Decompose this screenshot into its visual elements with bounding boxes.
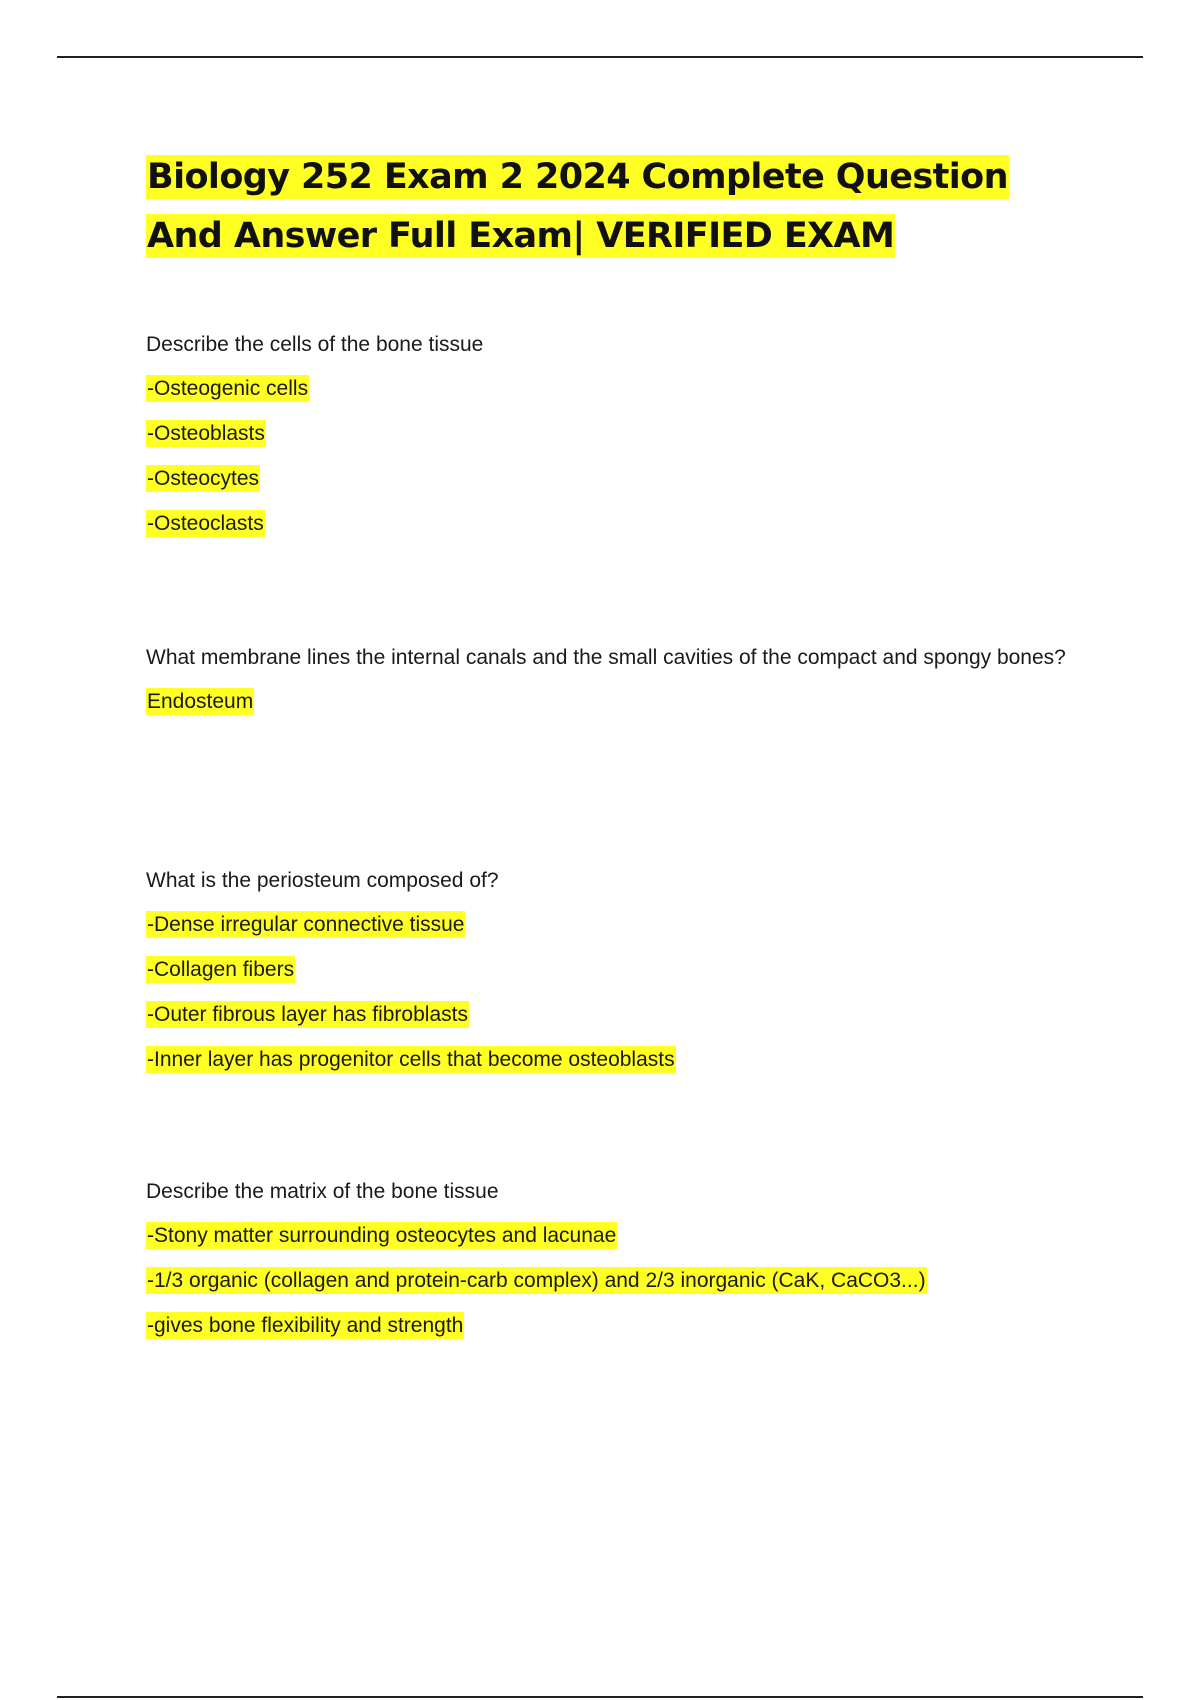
title-highlight: Biology 252 Exam 2 2024 Complete Question And Answer Full Exam| VERIFIED EXAM: [147, 157, 1008, 256]
answer-item: -Osteocytes: [147, 467, 260, 490]
qa-block-3: [146, 865, 1066, 1075]
answer-item: -gives bone flexibility and strength: [147, 1314, 464, 1337]
document-body: [146, 148, 1066, 1341]
answer-item: -Inner layer has progenitor cells that become osteoblasts: [147, 1048, 675, 1071]
header-rule: [57, 56, 1143, 58]
answer-item: -Outer fibrous layer has fibroblasts: [147, 1003, 468, 1026]
answer-item: -Collagen fibers: [147, 958, 295, 981]
answer-item: -Stony matter surrounding osteocytes and lacunae: [147, 1224, 617, 1247]
footer-rule: [57, 1696, 1143, 1698]
qa-block-2: [146, 642, 1066, 717]
question-text: Describe the cells of the bone tissue: [146, 333, 484, 356]
qa-block-1: [146, 329, 1066, 539]
answer-item: -Osteogenic cells: [147, 377, 309, 400]
answer-item: -1/3 organic (collagen and protein-carb complex) and 2/3 inorganic (CaK, CaCO3...): [147, 1269, 926, 1292]
answer-item: Endosteum: [147, 690, 254, 713]
document-title: [146, 148, 1066, 266]
question-text: Describe the matrix of the bone tissue: [146, 1180, 499, 1203]
qa-block-4: [146, 1176, 1066, 1341]
question-text: What is the periosteum composed of?: [146, 869, 499, 892]
answer-item: -Osteoclasts: [147, 512, 264, 535]
question-text: What membrane lines the internal canals and the small cavities of the compact and spongy bones?: [146, 646, 1066, 669]
answer-item: -Osteoblasts: [147, 422, 265, 445]
answer-item: -Dense irregular connective tissue: [147, 913, 465, 936]
